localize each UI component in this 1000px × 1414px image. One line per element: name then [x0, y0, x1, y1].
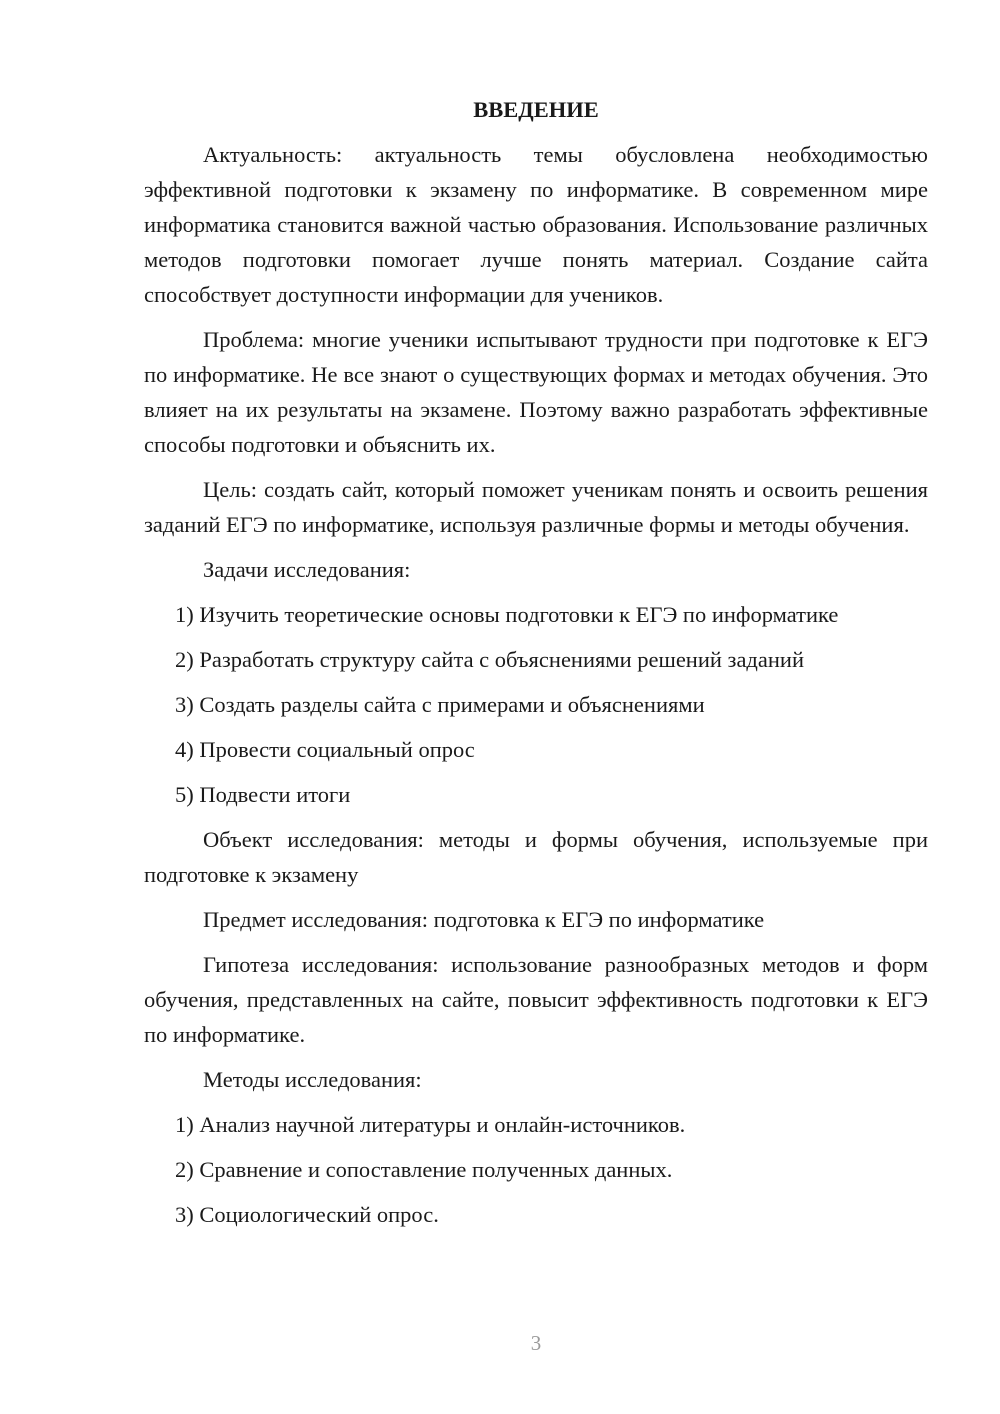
- subject-paragraph: Предмет исследования: подготовка к ЕГЭ по информатике: [203, 907, 765, 932]
- list-item: 3) Создать разделы сайта с примерами и объяснениями: [175, 692, 705, 717]
- list-item: 4) Провести социальный опрос: [175, 737, 475, 762]
- list-item: 3) Социологический опрос.: [175, 1202, 439, 1227]
- document-page: [144, 92, 928, 1242]
- list-item: 2) Разработать структуру сайта с объяснениями решений заданий: [175, 647, 804, 672]
- list-item: 1) Изучить теоретические основы подготовки к ЕГЭ по информатике: [175, 602, 839, 627]
- methods-heading: Методы исследования:: [203, 1067, 422, 1092]
- list-item: 2) Сравнение и сопоставление полученных данных.: [175, 1157, 673, 1182]
- goal-paragraph: Цель: создать сайт, который поможет ученикам понять и освоить решения заданий ЕГЭ по информатике, используя различные формы и методы обучения.: [144, 477, 928, 537]
- tasks-heading: Задачи исследования:: [203, 557, 411, 582]
- list-item: 1) Анализ научной литературы и онлайн-источников.: [175, 1112, 686, 1137]
- methods-list: [144, 1107, 928, 1232]
- section-title: ВВЕДЕНИЕ: [473, 97, 599, 122]
- list-item: 5) Подвести итоги: [175, 782, 351, 807]
- problem-paragraph: Проблема: многие ученики испытывают трудности при подготовке к ЕГЭ по информатике. Не все знают о существующих формах и методах обучения. Это влияет на их результаты на экзамене. Поэтому важно разработать эффективные способы подготовки и объяснить их.: [144, 327, 928, 457]
- hypothesis-paragraph: Гипотеза исследования: использование разнообразных методов и форм обучения, представленных на сайте, повысит эффективность подготовки к ЕГЭ по информатике.: [144, 952, 928, 1047]
- page-number: 3: [530, 1331, 542, 1355]
- relevance-paragraph: Актуальность: актуальность темы обусловлена необходимостью эффективной подготовки к экзамену по информатике. В современном мире информатика становится важной частью образования. Использование различных методов подготовки помогает лучше понять материал. Создание сайта способствует доступности информации для учеников.: [144, 142, 928, 307]
- object-paragraph: Объект исследования: методы и формы обучения, используемые при подготовке к экзамену: [144, 827, 928, 887]
- tasks-list: [144, 597, 928, 812]
